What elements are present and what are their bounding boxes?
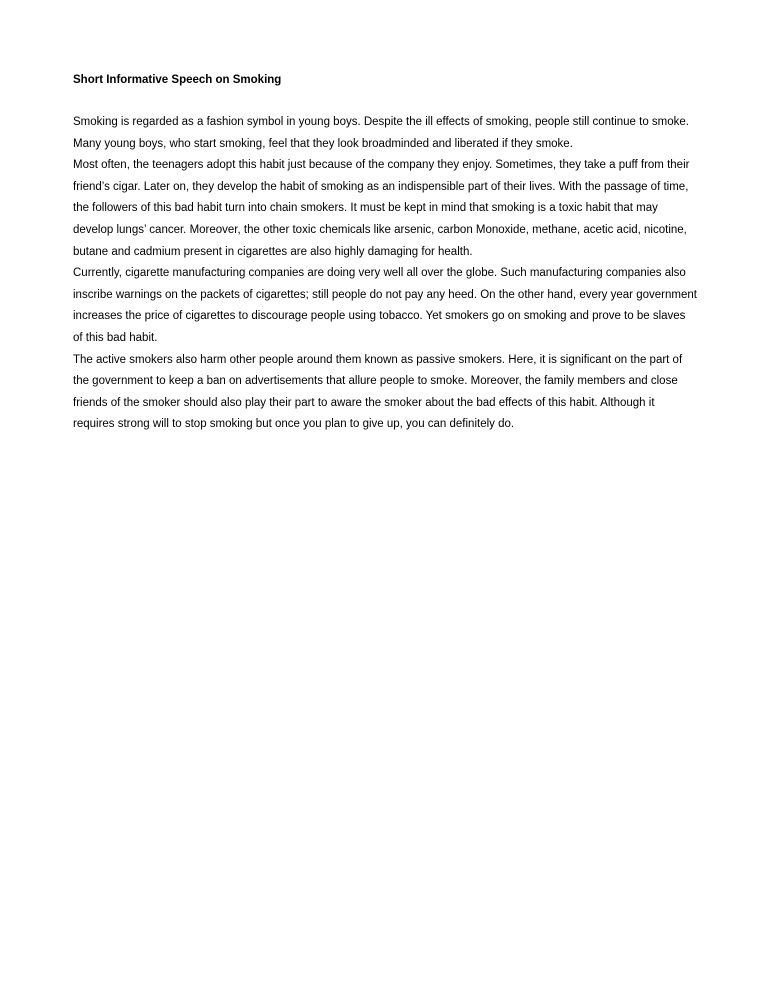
paragraph-2: Most often, the teenagers adopt this habit just because of the company they enjoy. Sometimes, they take a puff from their friend’s cigar. Later on, they develop the habit of smoking as an indispensible part of their lives. With the passage of time, the followers of this bad habit turn into chain smokers. It must be kept in mind that smoking is a toxic habit that may develop lungs’ cancer. Moreover, the other toxic chemicals like arsenic, carbon Monoxide, methane, acetic acid, nicotine, butane and cadmium present in cigarettes are also highly damaging for health. bbox=[73, 159, 690, 258]
paragraph-4: The active smokers also harm other people around them known as passive smokers. Here, it is significant on the part of the government to keep a ban on advertisements that allure people to smoke. Moreover, the family members and close friends of the smoker should also play their part to aware the smoker about the bad effects of this habit. Although it requires strong will to stop smoking but once you plan to give up, you can definitely do. bbox=[73, 353, 683, 431]
document-title: Short Informative Speech on Smoking bbox=[73, 74, 282, 86]
paragraph-3: Currently, cigarette manufacturing companies are doing very well all over the globe. Such manufacturing companies also inscribe warnings on the packets of cigarettes; still people do not pay any heed. On the other hand, every year government increases the price of cigarettes to discourage people using tobacco. Yet smokers go on smoking and prove to be slaves of this bad habit. bbox=[73, 267, 697, 344]
paragraph-1: Smoking is regarded as a fashion symbol in young boys. Despite the ill effects of smoking, people still continue to smoke. Many young boys, who start smoking, feel that they look broadminded and liberated if they smoke. bbox=[73, 116, 690, 150]
document-body bbox=[73, 70, 698, 436]
